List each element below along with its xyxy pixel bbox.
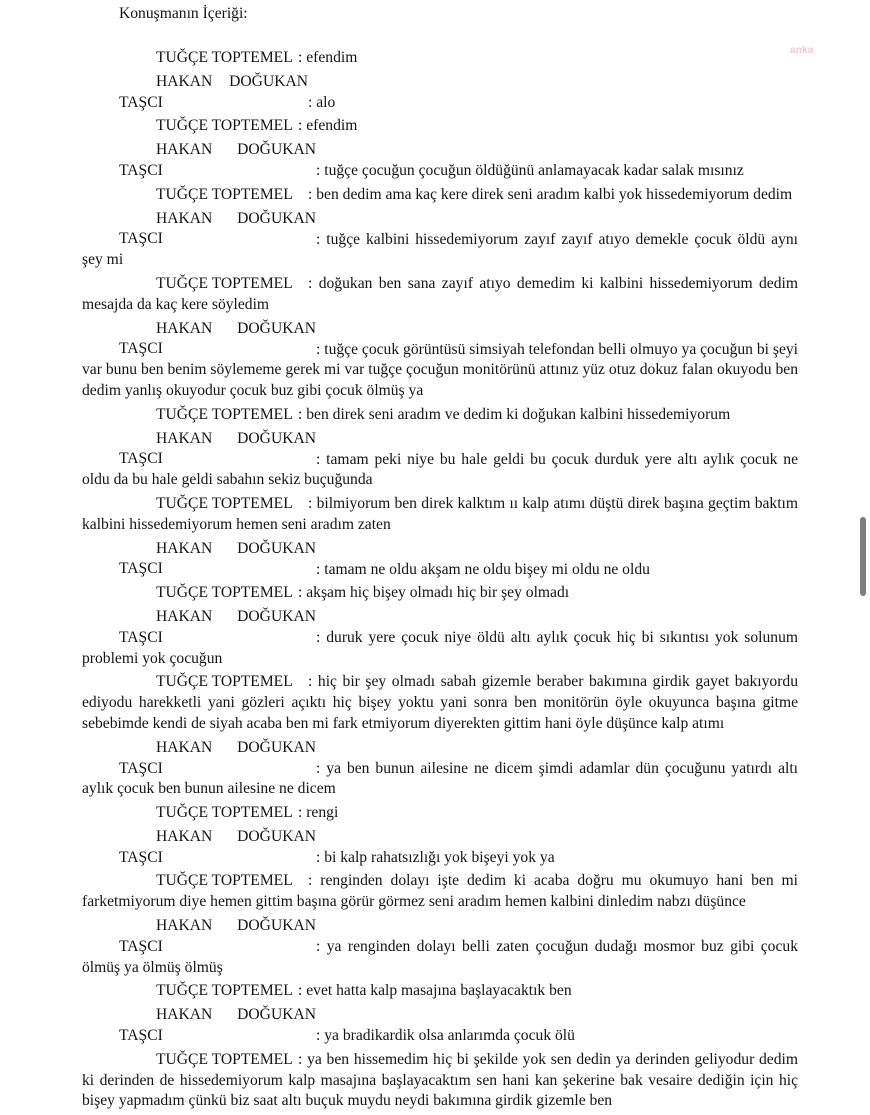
speech-text: : bilmiyorum ben direk kalktım ıı kalp atımı düştü direk başına geçtim baktım kalbini hissedemiyorum hemen seni aradım zaten	[82, 494, 798, 533]
speaker-name: TUĞÇE TOPTEMEL	[156, 274, 293, 292]
transcript-line	[82, 274, 798, 316]
speaker-name: TUĞÇE TOPTEMEL	[156, 49, 293, 66]
speaker-name: HAKAN DOĞUKAN TAŞCI	[119, 1006, 316, 1045]
transcript-line	[82, 140, 798, 182]
transcript-line	[82, 319, 798, 402]
speaker-name: TUĞÇE TOPTEMEL	[156, 405, 293, 423]
transcript-line	[82, 539, 798, 581]
speech-text: : alo	[308, 93, 336, 111]
speech-text: : ya renginden dolayı belli zaten çocuğun dudağı mosmor buz gibi çocuk ölmüş ya ölmüş ölmüş	[82, 937, 798, 976]
speech-text: : tamam ne oldu akşam ne oldu bişey mi oldu ne oldu	[316, 560, 650, 578]
transcript-line	[82, 494, 798, 536]
speech-text: : duruk yere çocuk niye öldü altı aylık çocuk hiç bi sıkıntısı yok solunum problemi yok çocuğun	[82, 628, 798, 667]
speaker-name: HAKAN DOĞUKAN TAŞCI	[119, 319, 316, 358]
speaker-name: TUĞÇE TOPTEMEL	[156, 982, 293, 1000]
transcript-line	[82, 803, 798, 824]
transcript-line	[82, 827, 798, 869]
transcript-line	[82, 185, 798, 206]
transcript-line	[82, 981, 798, 1002]
transcript-line	[82, 429, 798, 491]
speech-text: : tuğçe çocuk görüntüsü simsiyah telefondan belli olmuyo ya çocuğun bi şeyi var bunu ben benim söylememe gerek mi var tuğçe çocuğun monitörünü attınız yüz otuz dokuz falan okuyodu ben dedim yanlış okuyodur çocuk buz gibi çocuk ölmüş ya	[82, 340, 799, 399]
speaker-name: HAKAN DOĞUKAN TAŞCI	[119, 607, 316, 646]
speaker-name: TUĞÇE TOPTEMEL	[156, 1050, 293, 1068]
transcript-line	[82, 48, 798, 69]
speaker-name: HAKAN DOĞUKAN TAŞCI	[119, 827, 316, 866]
speech-text: : tamam peki niye bu hale geldi bu çocuk durduk yere altı aylık çocuk ne oldu da bu hale geldi sabahın sekiz buçuğunda	[82, 450, 798, 489]
speech-text: : ya bradikardik olsa anlarımda çocuk ölü	[316, 1027, 575, 1045]
speech-text: : rengi	[298, 804, 339, 822]
transcript-line	[82, 916, 798, 978]
speaker-name: TUĞÇE TOPTEMEL	[156, 673, 293, 691]
speaker-name: TUĞÇE TOPTEMEL	[156, 185, 293, 203]
speech-text: : doğukan ben sana zayıf atıyo demedim ki kalbini hissedemiyorum dedim mesajda da kaç kere söyledim	[82, 274, 798, 313]
speech-text: : bi kalp rahatsızlığı yok bişeyi yok ya	[316, 848, 555, 866]
speaker-name: HAKAN DOĞUKAN TAŞCI	[119, 209, 316, 248]
speaker-name: HAKAN DOĞUKAN TAŞCI	[119, 917, 316, 955]
document-heading: Konuşmanın İçeriği:	[119, 5, 248, 22]
transcript-line	[82, 583, 798, 604]
speaker-name: HAKAN DOĞUKAN TAŞCI	[119, 429, 316, 468]
transcript-line	[82, 672, 798, 734]
speaker-name: HAKAN DOĞUKAN TAŞCI	[119, 738, 316, 777]
speaker-name: HAKAN DOĞUKAN TAŞCI	[119, 72, 308, 111]
speech-text: : efendim	[298, 49, 358, 66]
speech-text: : evet hatta kalp masajına başlayacaktık ben	[298, 982, 572, 1000]
transcript-line	[82, 871, 798, 913]
speaker-name: TUĞÇE TOPTEMEL	[156, 804, 293, 822]
speech-text: : efendim	[298, 117, 358, 135]
speech-text: : hiç bir şey olmadı sabah gizemle beraber bakımına girdik gayet bakıyordu ediyodu harekketli yani gözleri açıktı hiç bişey yoktu yani sonra ben monitörün öyle okuyunca başına gitme sebebimde kendi de siyah acaba ben mi fark etmiyorum diyerekten gittim hani öyle düşünce kalp atımı	[82, 673, 798, 732]
speech-text: : tuğçe çocuğun çocuğun öldüğünü anlamayacak kadar salak mısınız	[316, 161, 744, 179]
transcript-line	[82, 209, 798, 271]
speech-text: : ben direk seni aradım ve dedim ki doğukan kalbini hissedemiyorum	[298, 405, 731, 423]
speaker-name: TUĞÇE TOPTEMEL	[156, 584, 293, 602]
speaker-name: HAKAN DOĞUKAN TAŞCI	[119, 141, 316, 179]
transcript-line	[82, 738, 798, 800]
speaker-name: TUĞÇE TOPTEMEL	[156, 872, 293, 890]
speech-text: : ben dedim ama kaç kere direk seni aradım kalbi yok hissedemiyorum dedim	[308, 185, 793, 203]
transcript-line	[82, 1005, 798, 1047]
transcript-line	[82, 116, 798, 137]
speaker-name: TUĞÇE TOPTEMEL	[156, 117, 293, 135]
speech-text: : renginden dolayı işte dedim ki acaba doğru mu okumuyo hani ben mi farketmiyorum diye hemen gittim başına görür görmez seni aradım hemen kalbini dinledim nabzı düşünce	[82, 872, 798, 911]
speaker-name: HAKAN DOĞUKAN TAŞCI	[119, 539, 316, 578]
speech-text: : tuğçe kalbini hissedemiyorum zayıf zayıf atıyo demekle çocuk öldü aynı şey mi	[82, 230, 798, 269]
speech-text: : ya ben bunun ailesine ne dicem şimdi adamlar dün çocuğunu yatırdı altı aylık çocuk ben bunun ailesine ne dicem	[82, 759, 798, 798]
anka-watermark: anka	[790, 45, 814, 56]
scrollbar-thumb[interactable]	[860, 517, 866, 596]
transcript-line	[82, 607, 798, 669]
speech-text: : akşam hiç bişey olmadı hiç bir şey olmadı	[298, 584, 570, 602]
speaker-name: TUĞÇE TOPTEMEL	[156, 494, 293, 512]
transcript-line	[82, 1050, 798, 1112]
transcript-line	[82, 72, 798, 114]
transcript-line	[82, 405, 798, 426]
speech-text: : ya ben hissemedim hiç bi şekilde yok sen dedin ya derinden geliyodur dedim ki derinden de hissedemiyorum kalp masajına başlayacaktım sen hani kan şekerine bak vesaire dediğin için hiç bişey yapmadım çünkü biz saat altı buçuk muydu neydi bakımına girdik gizemle ben	[82, 1050, 798, 1110]
transcript-body	[82, 48, 798, 1115]
